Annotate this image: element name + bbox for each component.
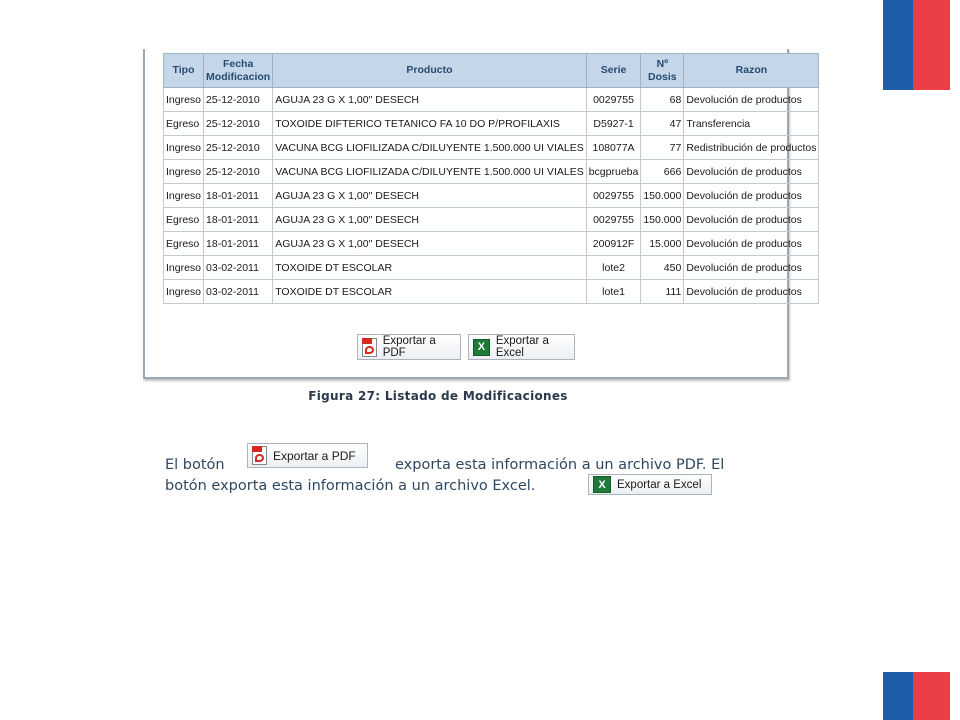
table-row[interactable] — [164, 112, 819, 136]
cell-serie: 0029755 — [586, 208, 641, 232]
cell-fecha: 25-12-2010 — [204, 136, 273, 160]
cell-producto: TOXOIDE DT ESCOLAR — [273, 256, 587, 280]
export-excel-label: Exportar a Excel — [495, 335, 549, 359]
paragraph-text-1: El botón — [165, 457, 225, 473]
cell-serie: 0029755 — [586, 88, 641, 112]
cell-tipo: Ingreso — [164, 256, 204, 280]
cell-producto: AGUJA 23 G X 1,00" DESECH — [273, 88, 587, 112]
cell-razon: Devolución de productos — [684, 160, 819, 184]
inline-export-excel-button[interactable] — [588, 474, 712, 495]
cell-tipo: Ingreso — [164, 184, 204, 208]
flag-decoration-top — [883, 0, 950, 90]
cell-dosis: 150.000 — [641, 184, 684, 208]
cell-fecha: 25-12-2010 — [204, 88, 273, 112]
cell-tipo: Ingreso — [164, 160, 204, 184]
cell-tipo: Egreso — [164, 112, 204, 136]
header-tipo[interactable]: Tipo — [164, 54, 204, 88]
pdf-icon — [362, 338, 377, 357]
cell-dosis: 450 — [641, 256, 684, 280]
cell-razon: Devolución de productos — [684, 280, 819, 304]
header-serie[interactable]: Serie — [586, 54, 641, 88]
cell-serie: bcgprueba — [586, 160, 641, 184]
header-dosis[interactable]: Nº Dosis — [641, 54, 684, 88]
table-row[interactable] — [164, 160, 819, 184]
cell-dosis: 111 — [641, 280, 684, 304]
flag-blue-stripe — [883, 672, 913, 720]
table-row[interactable] — [164, 208, 819, 232]
cell-producto: AGUJA 23 G X 1,00" DESECH — [273, 184, 587, 208]
cell-dosis: 77 — [641, 136, 684, 160]
inline-export-excel-label: Exportar a Excel — [617, 478, 702, 491]
cell-razon: Devolución de productos — [684, 232, 819, 256]
cell-fecha: 03-02-2011 — [204, 280, 273, 304]
paragraph-text-2: exporta esta información a un archivo PDF. El — [395, 457, 725, 473]
cell-tipo: Ingreso — [164, 136, 204, 160]
cell-serie: 200912F — [586, 232, 641, 256]
cell-dosis: 68 — [641, 88, 684, 112]
cell-fecha: 25-12-2010 — [204, 112, 273, 136]
cell-producto: AGUJA 23 G X 1,00" DESECH — [273, 232, 587, 256]
table-header-row — [164, 54, 819, 88]
inline-export-pdf-button[interactable] — [247, 443, 368, 468]
cell-serie: 108077A — [586, 136, 641, 160]
modifications-table — [163, 53, 819, 304]
table-row[interactable] — [164, 136, 819, 160]
cell-tipo: Egreso — [164, 208, 204, 232]
header-razon[interactable]: Razon — [684, 54, 819, 88]
cell-producto: TOXOIDE DIFTERICO TETANICO FA 10 DO P/PROFILAXIS — [273, 112, 587, 136]
cell-producto: VACUNA BCG LIOFILIZADA C/DILUYENTE 1.500.000 UI VIALES — [273, 136, 587, 160]
flag-red-stripe — [913, 0, 950, 90]
cell-producto: AGUJA 23 G X 1,00" DESECH — [273, 208, 587, 232]
cell-fecha: 03-02-2011 — [204, 256, 273, 280]
table-row[interactable] — [164, 232, 819, 256]
cell-tipo: Ingreso — [164, 280, 204, 304]
paragraph-text-3: botón exporta esta información a un archivo Excel. — [165, 478, 536, 494]
excel-icon: X — [593, 476, 611, 493]
header-producto[interactable]: Producto — [273, 54, 587, 88]
cell-dosis: 666 — [641, 160, 684, 184]
flag-blue-stripe — [883, 0, 913, 90]
cell-dosis: 150.000 — [641, 208, 684, 232]
table-row[interactable] — [164, 184, 819, 208]
cell-fecha: 18-01-2011 — [204, 184, 273, 208]
cell-razon: Transferencia — [684, 112, 819, 136]
header-fecha[interactable]: Fecha Modificacion — [204, 54, 273, 88]
cell-fecha: 25-12-2010 — [204, 160, 273, 184]
flag-decoration-bottom — [883, 672, 950, 720]
cell-serie: lote2 — [586, 256, 641, 280]
cell-producto: VACUNA BCG LIOFILIZADA C/DILUYENTE 1.500.000 UI VIALES — [273, 160, 587, 184]
inline-export-pdf-label: Exportar a PDF — [273, 448, 356, 463]
cell-razon: Devolución de productos — [684, 256, 819, 280]
figure-caption: Figura 27: Listado de Modificaciones — [308, 389, 568, 403]
table-row[interactable] — [164, 280, 819, 304]
cell-serie: 0029755 — [586, 184, 641, 208]
cell-razon: Redistribución de productos — [684, 136, 819, 160]
table-row[interactable] — [164, 256, 819, 280]
cell-razon: Devolución de productos — [684, 184, 819, 208]
pdf-icon — [252, 446, 267, 465]
cell-dosis: 47 — [641, 112, 684, 136]
export-excel-button[interactable] — [468, 334, 575, 360]
cell-razon: Devolución de productos — [684, 208, 819, 232]
export-pdf-label: Exportar a PDF — [382, 335, 436, 359]
cell-serie: D5927-1 — [586, 112, 641, 136]
cell-producto: TOXOIDE DT ESCOLAR — [273, 280, 587, 304]
table-row[interactable] — [164, 88, 819, 112]
cell-dosis: 15.000 — [641, 232, 684, 256]
cell-fecha: 18-01-2011 — [204, 208, 273, 232]
cell-tipo: Ingreso — [164, 88, 204, 112]
export-pdf-button[interactable] — [357, 334, 461, 360]
cell-fecha: 18-01-2011 — [204, 232, 273, 256]
cell-tipo: Egreso — [164, 232, 204, 256]
flag-red-stripe — [913, 672, 950, 720]
cell-serie: lote1 — [586, 280, 641, 304]
excel-icon: X — [473, 339, 490, 356]
cell-razon: Devolución de productos — [684, 88, 819, 112]
modifications-screenshot — [143, 49, 817, 379]
